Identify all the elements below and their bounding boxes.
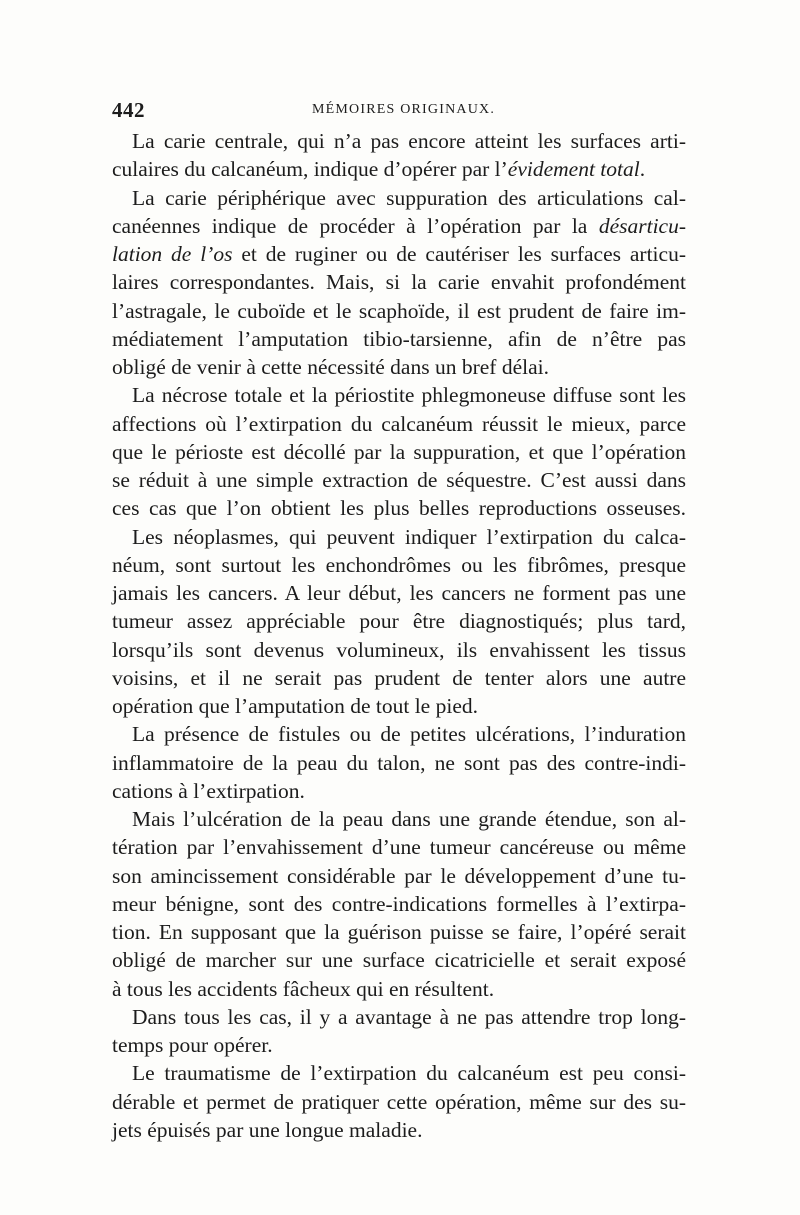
text-line: La carie centrale, qui n’a pas encore atteint les surfaces arti- xyxy=(132,129,686,153)
page-number: 442 xyxy=(112,98,145,122)
running-head xyxy=(112,98,688,124)
text-line: cations à l’extirpation. xyxy=(112,778,305,803)
text-line: tération par l’envahissement d’une tumeur cancéreuse ou même xyxy=(112,835,686,860)
text-line: affections où l’extirpation du calcanéum réussit le mieux, parce xyxy=(112,411,686,436)
text-line: son amincissement considérable par le développement d’une tu- xyxy=(112,863,686,888)
text-line: se réduit à une simple extraction de séquestre. C’est aussi dans xyxy=(112,468,686,492)
text-line: La présence de fistules ou de petites ulcérations, l’induration xyxy=(132,722,686,747)
text-line: ces cas que l’on obtient les plus belles reproductions osseuses. xyxy=(112,496,686,521)
emphasis-text: lation de l’os xyxy=(112,242,233,266)
text-line: lorsqu’ils sont devenus volumineux, ils envahissent les tissus xyxy=(112,637,686,662)
text-line: La nécrose totale et la périostite phlegmoneuse diffuse sont les xyxy=(132,383,686,408)
text-line: La carie périphérique avec suppuration des articulations cal- xyxy=(132,185,686,210)
text-line: néum, sont surtout les enchondrômes ou les fibrômes, presque xyxy=(112,552,686,577)
text-line: tion. En supposant que la guérison puisse se faire, l’opéré serait xyxy=(112,920,686,944)
text-line: médiatement l’amputation tibio-tarsienne, afin de n’être pas xyxy=(112,326,686,351)
text-line: Les néoplasmes, qui peuvent indiquer l’extirpation du calca- xyxy=(132,524,686,549)
text-line: l’astragale, le cuboïde et le scaphoïde, il est prudent de faire im- xyxy=(112,298,686,323)
text-line: jets épuisés par une longue maladie. xyxy=(112,1117,423,1142)
emphasis-text: désarticu- xyxy=(598,213,686,238)
text-line: meur bénigne, sont des contre-indications formelles à l’extirpa- xyxy=(112,891,686,916)
text-line: obligé de venir à cette nécessité dans un bref délai. xyxy=(112,355,549,379)
text-line: canéennes indique de procéder à l’opération par la désarticu- xyxy=(112,213,686,238)
text-line: jamais les cancers. A leur début, les cancers ne forment pas une xyxy=(112,581,686,605)
text-line: Mais l’ulcération de la peau dans une grande étendue, son al- xyxy=(132,807,686,831)
text-line: à tous les accidents fâcheux qui en résultent. xyxy=(112,976,495,1001)
text-line: opération que l’amputation de tout le pied. xyxy=(112,694,478,718)
text-line: dérable et permet de pratiquer cette opération, même sur des su- xyxy=(112,1089,686,1114)
text-line: tumeur assez appréciable pour être diagnostiqués; plus tard, xyxy=(112,609,686,634)
text-line: culaires du calcanéum, indique d’opérer par l’évidement total. xyxy=(112,157,646,182)
text-line: temps pour opérer. xyxy=(112,1033,273,1057)
text-line: voisins, et il ne serait pas prudent de tenter alors une autre xyxy=(112,665,686,690)
text-line: inflammatoire de la peau du talon, ne sont pas des contre-indi- xyxy=(112,750,686,775)
text-line: que le périoste est décollé par la suppuration, et que l’opération xyxy=(112,439,686,464)
text-line: lation de l’os et de ruginer ou de cautériser les surfaces articu- xyxy=(112,242,686,266)
text-line: obligé de marcher sur une surface cicatricielle et serait exposé xyxy=(112,948,686,973)
text-line: laires correspondantes. Mais, si la carie envahit profondément xyxy=(112,270,686,295)
running-title: MÉMOIRES ORIGINAUX. xyxy=(312,102,496,117)
emphasis-text: évidement total xyxy=(507,157,640,182)
text-line: Dans tous les cas, il y a avantage à ne pas attendre trop long- xyxy=(132,1004,686,1029)
text-line: Le traumatisme de l’extirpation du calcanéum est peu consi- xyxy=(132,1061,686,1086)
body-text xyxy=(112,127,686,1144)
